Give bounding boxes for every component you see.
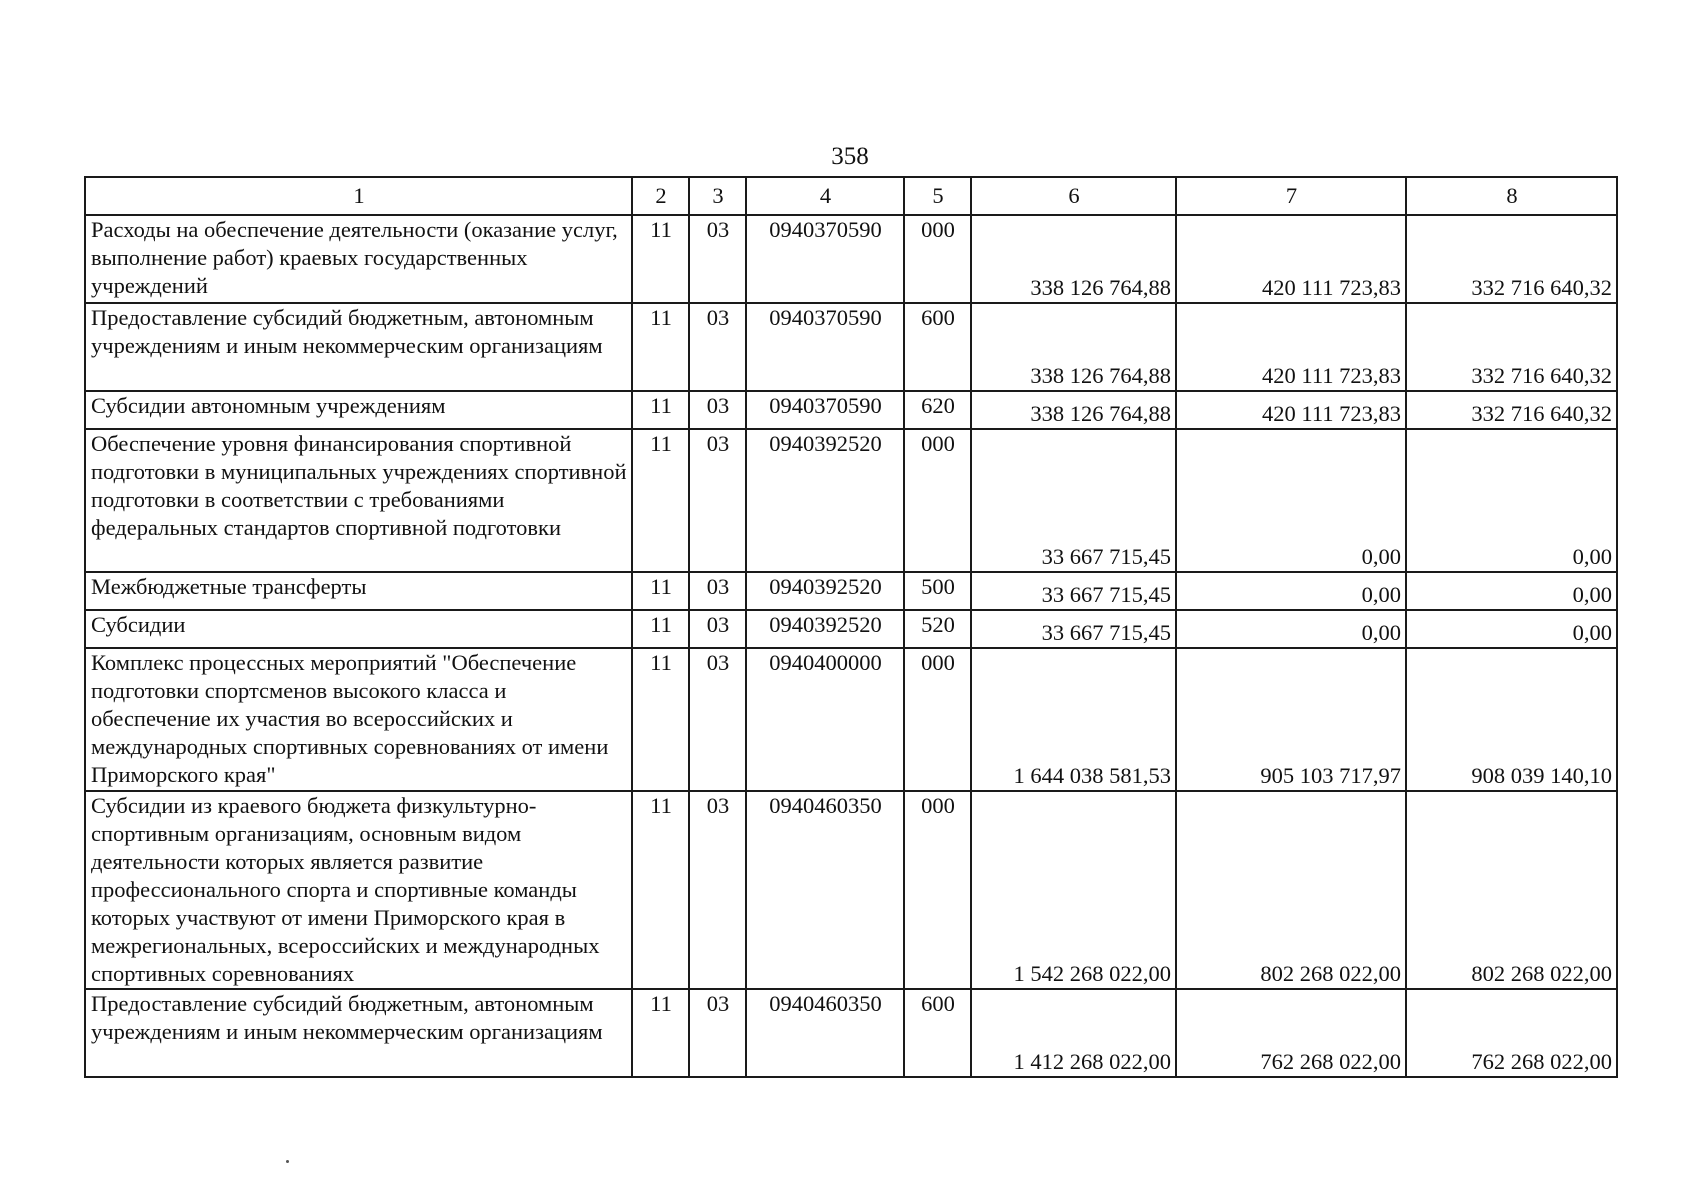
subsection-code-cell: 03 <box>689 648 746 791</box>
amount-col7-cell: 0,00 <box>1176 610 1406 648</box>
expense-name-cell: Расходы на обеспечение деятельности (оказание услуг, выполнение работ) краевых государственных учреждений <box>85 215 632 303</box>
column-header: 4 <box>746 177 904 215</box>
subsection-code-cell: 03 <box>689 989 746 1077</box>
amount-col6-cell: 33 667 715,45 <box>971 572 1176 610</box>
amount-col7-cell: 905 103 717,97 <box>1176 648 1406 791</box>
table-header-row <box>85 177 1617 215</box>
column-header: 6 <box>971 177 1176 215</box>
table-row <box>85 610 1617 648</box>
expense-name-cell: Межбюджетные трансферты <box>85 572 632 610</box>
amount-col8-cell: 0,00 <box>1406 610 1617 648</box>
subsection-code-cell: 03 <box>689 215 746 303</box>
column-header: 8 <box>1406 177 1617 215</box>
amount-col7-cell: 420 111 723,83 <box>1176 215 1406 303</box>
section-code-cell: 11 <box>632 215 689 303</box>
expense-name-cell: Предоставление субсидий бюджетным, автономным учреждениям и иным некоммерческим организациям <box>85 989 632 1077</box>
amount-col7-cell: 420 111 723,83 <box>1176 303 1406 391</box>
table-row <box>85 989 1617 1077</box>
expense-type-cell: 000 <box>904 648 971 791</box>
amount-col7-cell: 762 268 022,00 <box>1176 989 1406 1077</box>
expense-name-cell: Комплекс процессных мероприятий "Обеспечение подготовки спортсменов высокого класса и обеспечение их участия во всероссийских и международных спортивных соревнованиях от имени Приморского края" <box>85 648 632 791</box>
amount-col6-cell: 1 412 268 022,00 <box>971 989 1176 1077</box>
expense-type-cell: 000 <box>904 215 971 303</box>
table-row <box>85 791 1617 989</box>
amount-col8-cell: 0,00 <box>1406 572 1617 610</box>
column-header: 2 <box>632 177 689 215</box>
expense-type-cell: 520 <box>904 610 971 648</box>
expense-name-cell: Предоставление субсидий бюджетным, автономным учреждениям и иным некоммерческим организациям <box>85 303 632 391</box>
target-article-cell: 0940392520 <box>746 610 904 648</box>
column-header: 3 <box>689 177 746 215</box>
amount-col7-cell: 0,00 <box>1176 429 1406 572</box>
expense-type-cell: 000 <box>904 791 971 989</box>
expense-name-cell: Субсидии из краевого бюджета физкультурно-спортивным организациям, основным видом деятельности которых является развитие профессионального спорта и спортивные команды которых участвуют от имени Приморского края в межрегиональных, всероссийских и международных спортивных соревнованиях <box>85 791 632 989</box>
target-article-cell: 0940392520 <box>746 572 904 610</box>
section-code-cell: 11 <box>632 648 689 791</box>
scan-speck <box>286 1160 289 1163</box>
target-article-cell: 0940370590 <box>746 303 904 391</box>
target-article-cell: 0940370590 <box>746 391 904 429</box>
section-code-cell: 11 <box>632 303 689 391</box>
amount-col6-cell: 33 667 715,45 <box>971 429 1176 572</box>
target-article-cell: 0940392520 <box>746 429 904 572</box>
amount-col8-cell: 332 716 640,32 <box>1406 303 1617 391</box>
expense-type-cell: 600 <box>904 989 971 1077</box>
amount-col7-cell: 0,00 <box>1176 572 1406 610</box>
amount-col6-cell: 1 644 038 581,53 <box>971 648 1176 791</box>
column-header: 5 <box>904 177 971 215</box>
subsection-code-cell: 03 <box>689 429 746 572</box>
section-code-cell: 11 <box>632 610 689 648</box>
subsection-code-cell: 03 <box>689 610 746 648</box>
amount-col6-cell: 338 126 764,88 <box>971 215 1176 303</box>
amount-col8-cell: 332 716 640,32 <box>1406 391 1617 429</box>
target-article-cell: 0940400000 <box>746 648 904 791</box>
expense-type-cell: 600 <box>904 303 971 391</box>
page-number: 358 <box>831 143 869 170</box>
section-code-cell: 11 <box>632 791 689 989</box>
column-header: 1 <box>85 177 632 215</box>
amount-col6-cell: 33 667 715,45 <box>971 610 1176 648</box>
section-code-cell: 11 <box>632 429 689 572</box>
amount-col8-cell: 908 039 140,10 <box>1406 648 1617 791</box>
amount-col8-cell: 802 268 022,00 <box>1406 791 1617 989</box>
subsection-code-cell: 03 <box>689 791 746 989</box>
amount-col7-cell: 802 268 022,00 <box>1176 791 1406 989</box>
expense-name-cell: Субсидии автономным учреждениям <box>85 391 632 429</box>
table-row <box>85 572 1617 610</box>
expense-type-cell: 620 <box>904 391 971 429</box>
target-article-cell: 0940460350 <box>746 989 904 1077</box>
subsection-code-cell: 03 <box>689 572 746 610</box>
amount-col6-cell: 338 126 764,88 <box>971 391 1176 429</box>
subsection-code-cell: 03 <box>689 391 746 429</box>
expense-name-cell: Обеспечение уровня финансирования спортивной подготовки в муниципальных учреждениях спортивной подготовки в соответствии с требованиями федеральных стандартов спортивной подготовки <box>85 429 632 572</box>
subsection-code-cell: 03 <box>689 303 746 391</box>
budget-table <box>84 176 1618 1078</box>
expense-type-cell: 000 <box>904 429 971 572</box>
table-row <box>85 215 1617 303</box>
target-article-cell: 0940460350 <box>746 791 904 989</box>
column-header: 7 <box>1176 177 1406 215</box>
section-code-cell: 11 <box>632 391 689 429</box>
amount-col6-cell: 1 542 268 022,00 <box>971 791 1176 989</box>
table-row <box>85 391 1617 429</box>
amount-col7-cell: 420 111 723,83 <box>1176 391 1406 429</box>
amount-col8-cell: 332 716 640,32 <box>1406 215 1617 303</box>
section-code-cell: 11 <box>632 989 689 1077</box>
target-article-cell: 0940370590 <box>746 215 904 303</box>
amount-col8-cell: 0,00 <box>1406 429 1617 572</box>
table-row <box>85 648 1617 791</box>
expense-type-cell: 500 <box>904 572 971 610</box>
amount-col6-cell: 338 126 764,88 <box>971 303 1176 391</box>
expense-name-cell: Субсидии <box>85 610 632 648</box>
table-row <box>85 429 1617 572</box>
table-row <box>85 303 1617 391</box>
section-code-cell: 11 <box>632 572 689 610</box>
amount-col8-cell: 762 268 022,00 <box>1406 989 1617 1077</box>
